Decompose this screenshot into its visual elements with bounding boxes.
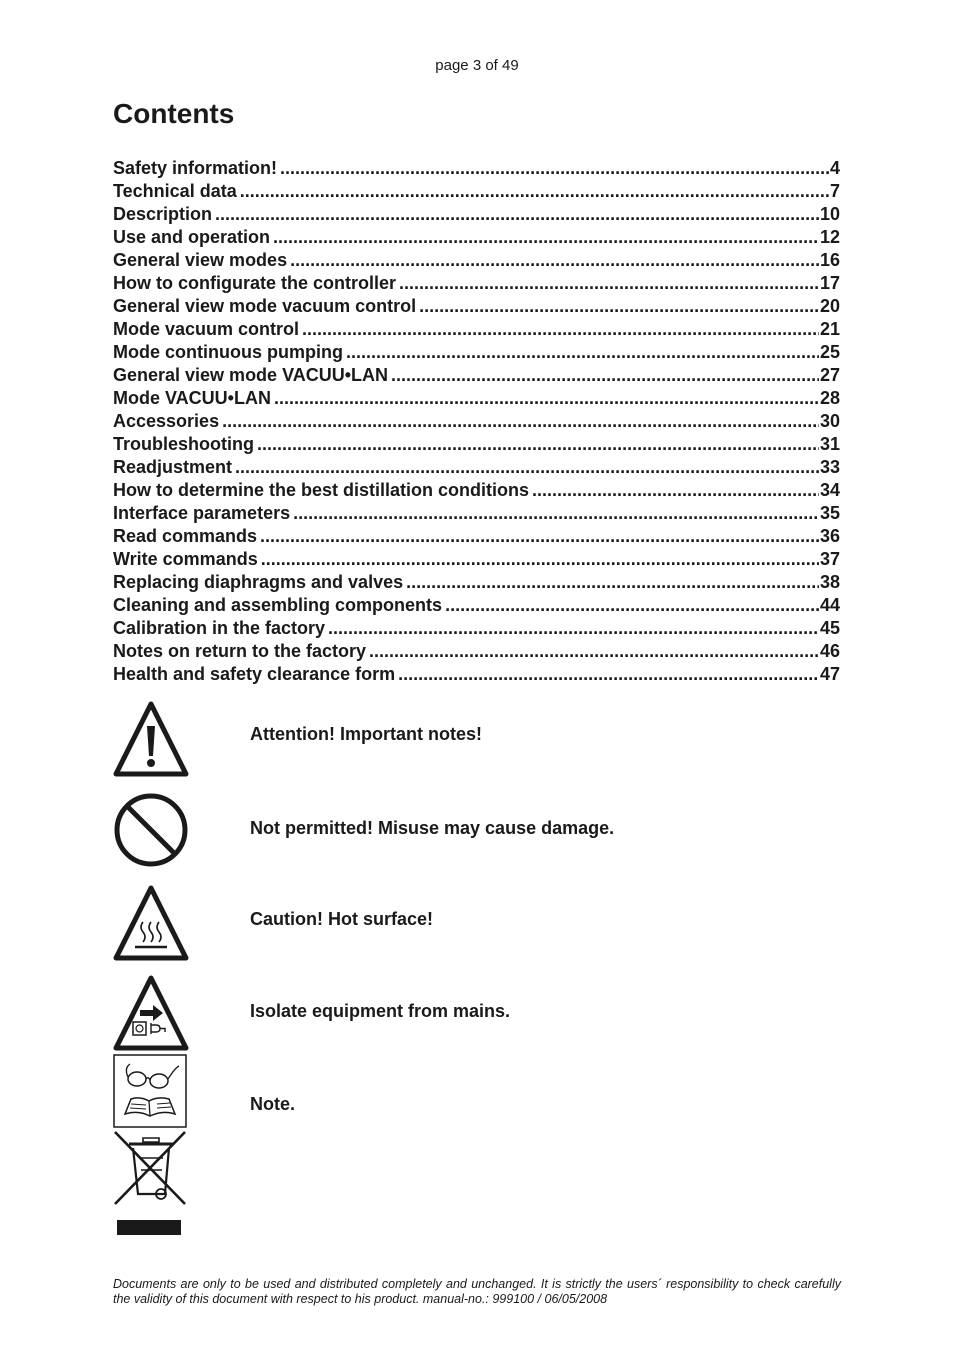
toc-entry[interactable] [113,664,840,687]
toc-entry[interactable] [113,549,840,572]
toc-entry-page: 10 [819,204,840,224]
toc-entry-page: 31 [819,434,840,454]
toc-entry[interactable] [113,388,840,411]
toc-entry-page: 35 [819,503,840,523]
toc-leader-dots [399,273,819,294]
toc-leader-dots [346,342,819,363]
toc-entry-page: 21 [819,319,840,339]
toc-leader-dots [445,595,819,616]
toc-entry-title: Mode vacuum control [113,319,300,339]
toc-entry-title: Notes on return to the factory [113,641,367,661]
toc-entry[interactable] [113,572,840,595]
toc-leader-dots [293,503,819,524]
toc-entry-page: 25 [819,342,840,362]
toc-entry-title: Description [113,204,213,224]
symbol-caption: Caution! Hot surface! [250,909,434,929]
toc-entry[interactable] [113,227,840,250]
toc-entry[interactable] [113,411,840,434]
toc-entry-title: Safety information! [113,158,278,178]
toc-leader-dots [398,664,819,685]
toc-entry-page: 36 [819,526,840,546]
toc-entry-page: 34 [819,480,840,500]
toc-entry-title: How to configurate the controller [113,273,397,293]
toc-leader-dots [406,572,819,593]
toc-entry-title: Mode VACUU•LAN [113,388,271,408]
toc-leader-dots [274,388,819,409]
symbol-row-weee [113,1130,840,1240]
toc-entry-title: General view modes [113,250,288,270]
toc-entry-page: 28 [819,388,840,408]
toc-leader-dots [215,204,819,225]
toc-entry-page: 30 [819,411,840,431]
toc-entry[interactable] [113,618,840,641]
toc-leader-dots [240,181,829,202]
symbol-row-note [113,1054,840,1130]
toc-entry-page: 38 [819,572,840,592]
toc-entry-title: Calibration in the factory [113,618,326,638]
toc-entry-page: 44 [819,595,840,615]
toc-leader-dots [419,296,819,317]
toc-leader-dots [280,158,829,179]
toc-entry-page: 27 [819,365,840,385]
symbol-row-isolate-mains [113,974,840,1052]
toc-leader-dots [302,319,819,340]
toc-entry[interactable] [113,296,840,319]
hot-surface-icon [113,884,189,962]
toc-entry[interactable] [113,319,840,342]
toc-entry-title: Write commands [113,549,258,569]
weee-crossed-bin-icon [113,1130,189,1240]
toc-entry-title: Technical data [113,181,237,201]
symbol-row-not-permitted [113,792,840,868]
toc-leader-dots [290,250,819,271]
toc-entry[interactable] [113,204,840,227]
toc-leader-dots [532,480,819,501]
symbol-caption: Note. [250,1094,295,1114]
toc-entry-page: 12 [819,227,840,247]
page-number: page 3 of 49 [435,57,519,74]
toc-entry-title: General view mode vacuum control [113,296,417,316]
toc-entry-page: 16 [819,250,840,270]
toc-entry-title: Read commands [113,526,258,546]
symbol-caption: Attention! Important notes! [250,724,482,744]
toc-entry[interactable] [113,434,840,457]
note-glasses-book-icon [113,1054,189,1130]
toc-leader-dots [257,434,819,455]
toc-entry-title: Cleaning and assembling components [113,595,443,615]
toc-entry[interactable] [113,457,840,480]
toc-entry-title: Use and operation [113,227,271,247]
page-title: Contents [113,98,235,129]
toc-leader-dots [391,365,819,386]
toc-entry[interactable] [113,342,840,365]
toc-entry[interactable] [113,480,840,503]
toc-entry[interactable] [113,273,840,296]
warning-triangle-icon [113,700,189,778]
toc-entry-title: How to determine the best distillation conditions [113,480,530,500]
toc-leader-dots [222,411,819,432]
table-of-contents [113,158,840,687]
toc-leader-dots [235,457,819,478]
toc-entry[interactable] [113,503,840,526]
toc-entry-page: 37 [819,549,840,569]
symbol-row-hot-surface [113,884,840,962]
toc-entry[interactable] [113,181,840,204]
toc-entry-page: 20 [819,296,840,316]
toc-entry[interactable] [113,526,840,549]
toc-leader-dots [260,526,819,547]
prohibition-icon [113,792,189,868]
toc-entry-title: Health and safety clearance form [113,664,396,684]
toc-leader-dots [273,227,819,248]
toc-leader-dots [369,641,819,662]
isolate-mains-icon [113,974,189,1052]
symbol-row-attention [113,700,840,780]
toc-entry-title: Troubleshooting [113,434,254,454]
toc-entry-title: Readjustment [113,457,233,477]
toc-entry-title: Replacing diaphragms and valves [113,572,404,592]
toc-entry-page: 17 [819,273,840,293]
toc-entry[interactable] [113,365,840,388]
toc-entry-page: 46 [819,641,840,661]
toc-entry-title: General view mode VACUU•LAN [113,365,389,385]
toc-entry-page: 33 [819,457,840,477]
toc-entry[interactable] [113,250,840,273]
toc-entry-title: Accessories [113,411,220,431]
footer-disclaimer: Documents are only to be used and distributed completely and unchanged. It is strictly the users´ responsibility to check carefully the validity of this document with respect to his product. manual-no.: 999100 / 06/05/2008 [113,1277,841,1306]
toc-entry-page: 4 [829,158,840,178]
toc-entry-title: Mode continuous pumping [113,342,343,362]
toc-leader-dots [328,618,819,639]
toc-entry[interactable] [113,158,840,181]
toc-leader-dots [261,549,819,570]
toc-entry[interactable] [113,641,840,664]
symbol-caption: Not permitted! Misuse may cause damage. [250,818,615,838]
toc-entry-title: Interface parameters [113,503,291,523]
toc-entry-page: 7 [829,181,840,201]
toc-entry-page: 47 [819,664,840,684]
symbol-caption: Isolate equipment from mains. [250,1001,511,1021]
toc-entry[interactable] [113,595,840,618]
toc-entry-page: 45 [819,618,840,638]
